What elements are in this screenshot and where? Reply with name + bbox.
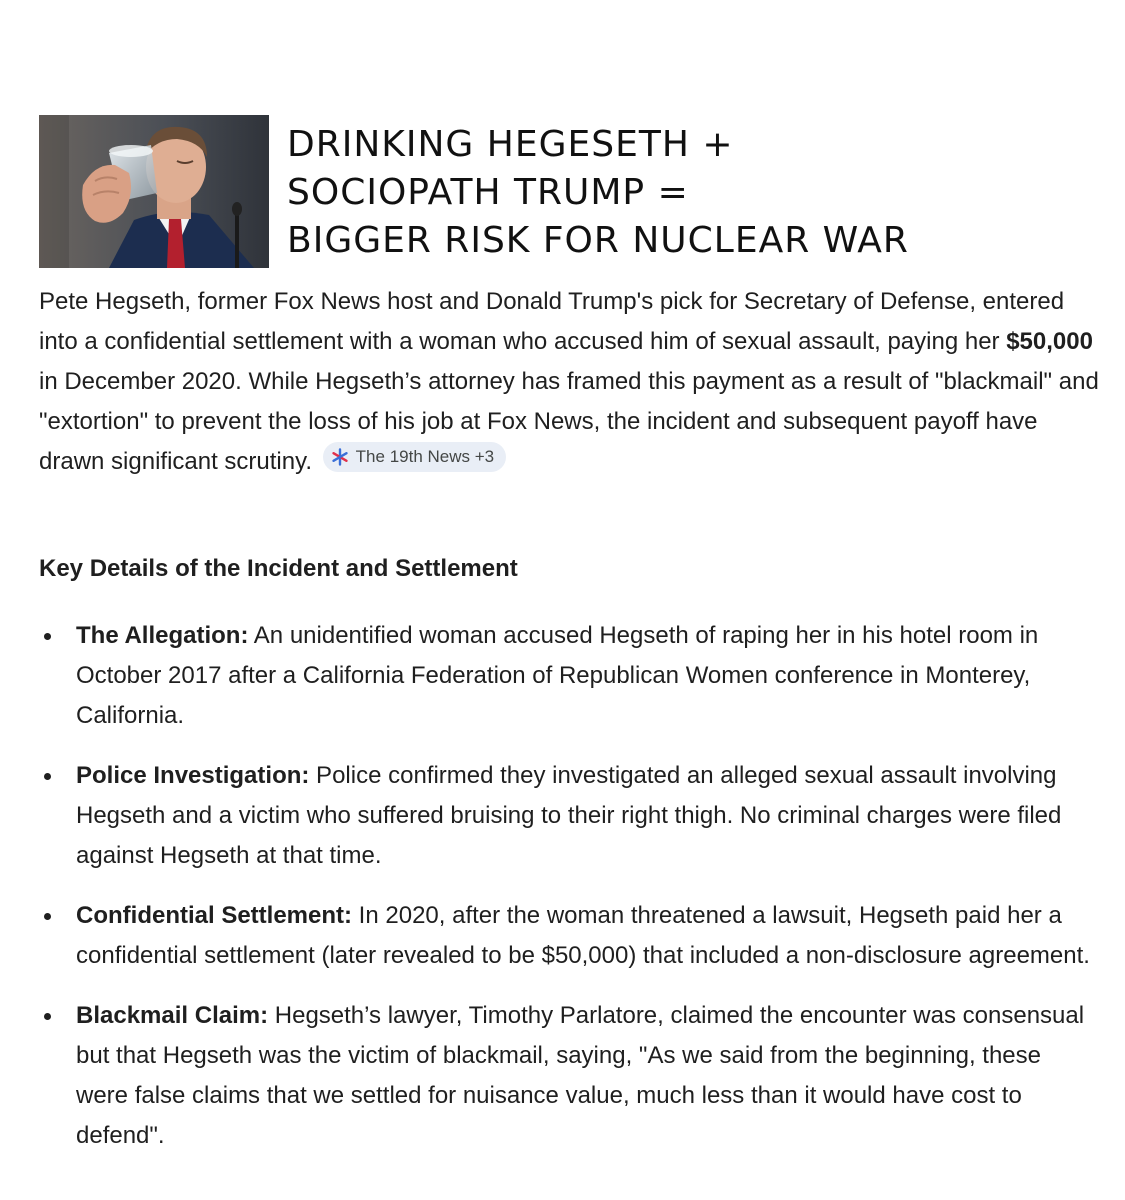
list-item: [39, 996, 1099, 1156]
list-item-label: Blackmail Claim:: [76, 1002, 269, 1029]
list-item-text: An unidentified woman accused Hegseth of raping her in his hotel room in October 2017 after a California Federation of Republican Women conference in Monterey, California.: [76, 622, 1039, 729]
man-drinking-photo: [39, 115, 269, 268]
intro-text-after: in December 2020. While Hegseth’s attorney has framed this payment as a result of "blackmail" and "extortion" to prevent the loss of his job at Fox News, the incident and subsequent payoff have drawn significant scrutiny.: [39, 368, 1099, 475]
list-item: [39, 896, 1099, 976]
list-item-text: Police confirmed they investigated an alleged sexual assault involving Hegseth and a victim who suffered bruising to their right thigh. No criminal charges were filed against Hegseth at that time.: [76, 762, 1062, 869]
section-title: Key Details of the Incident and Settlement: [39, 555, 518, 582]
bullet-icon: [44, 1013, 51, 1020]
intro-amount: $50,000: [1006, 328, 1093, 355]
headline-photo: [39, 115, 269, 268]
headline-title: [287, 121, 909, 265]
list-item-text: In 2020, after the woman threatened a lawsuit, Hegseth paid her a confidential settlement (later revealed to be $50,000) that included a non-disclosure agreement.: [76, 902, 1090, 969]
asterisk-icon: [331, 448, 349, 466]
source-chip-label: The 19th News +3: [355, 447, 495, 466]
list-item: [39, 616, 1099, 736]
intro-paragraph: [39, 282, 1099, 482]
list-item: [39, 756, 1099, 876]
list-item-label: The Allegation:: [76, 622, 249, 649]
intro-text-before: Pete Hegseth, former Fox News host and Donald Trump's pick for Secretary of Defense, entered into a confidential settlement with a woman who accused him of sexual assault, paying her: [39, 288, 1065, 355]
list-item-text: Hegseth’s lawyer, Timothy Parlatore, claimed the encounter was consensual but that Hegseth was the victim of blackmail, saying, "As we said from the beginning, these were false claims that we settled for nuisance value, much less than it would have cost to defend".: [76, 1002, 1085, 1149]
headline-line-1: DRINKING HEGESETH +: [287, 124, 734, 165]
list-item-label: Confidential Settlement:: [76, 902, 353, 929]
list-item-label: Police Investigation:: [76, 762, 310, 789]
bullet-icon: [44, 633, 51, 640]
details-list: [39, 616, 1099, 1176]
bullet-icon: [44, 913, 51, 920]
bullet-icon: [44, 773, 51, 780]
headline-line-3: BIGGER RISK FOR NUCLEAR WAR: [287, 220, 909, 261]
headline-line-2: SOCIOPATH TRUMP =: [287, 172, 689, 213]
headline-block: [39, 115, 1099, 270]
source-chip[interactable]: [323, 442, 506, 472]
